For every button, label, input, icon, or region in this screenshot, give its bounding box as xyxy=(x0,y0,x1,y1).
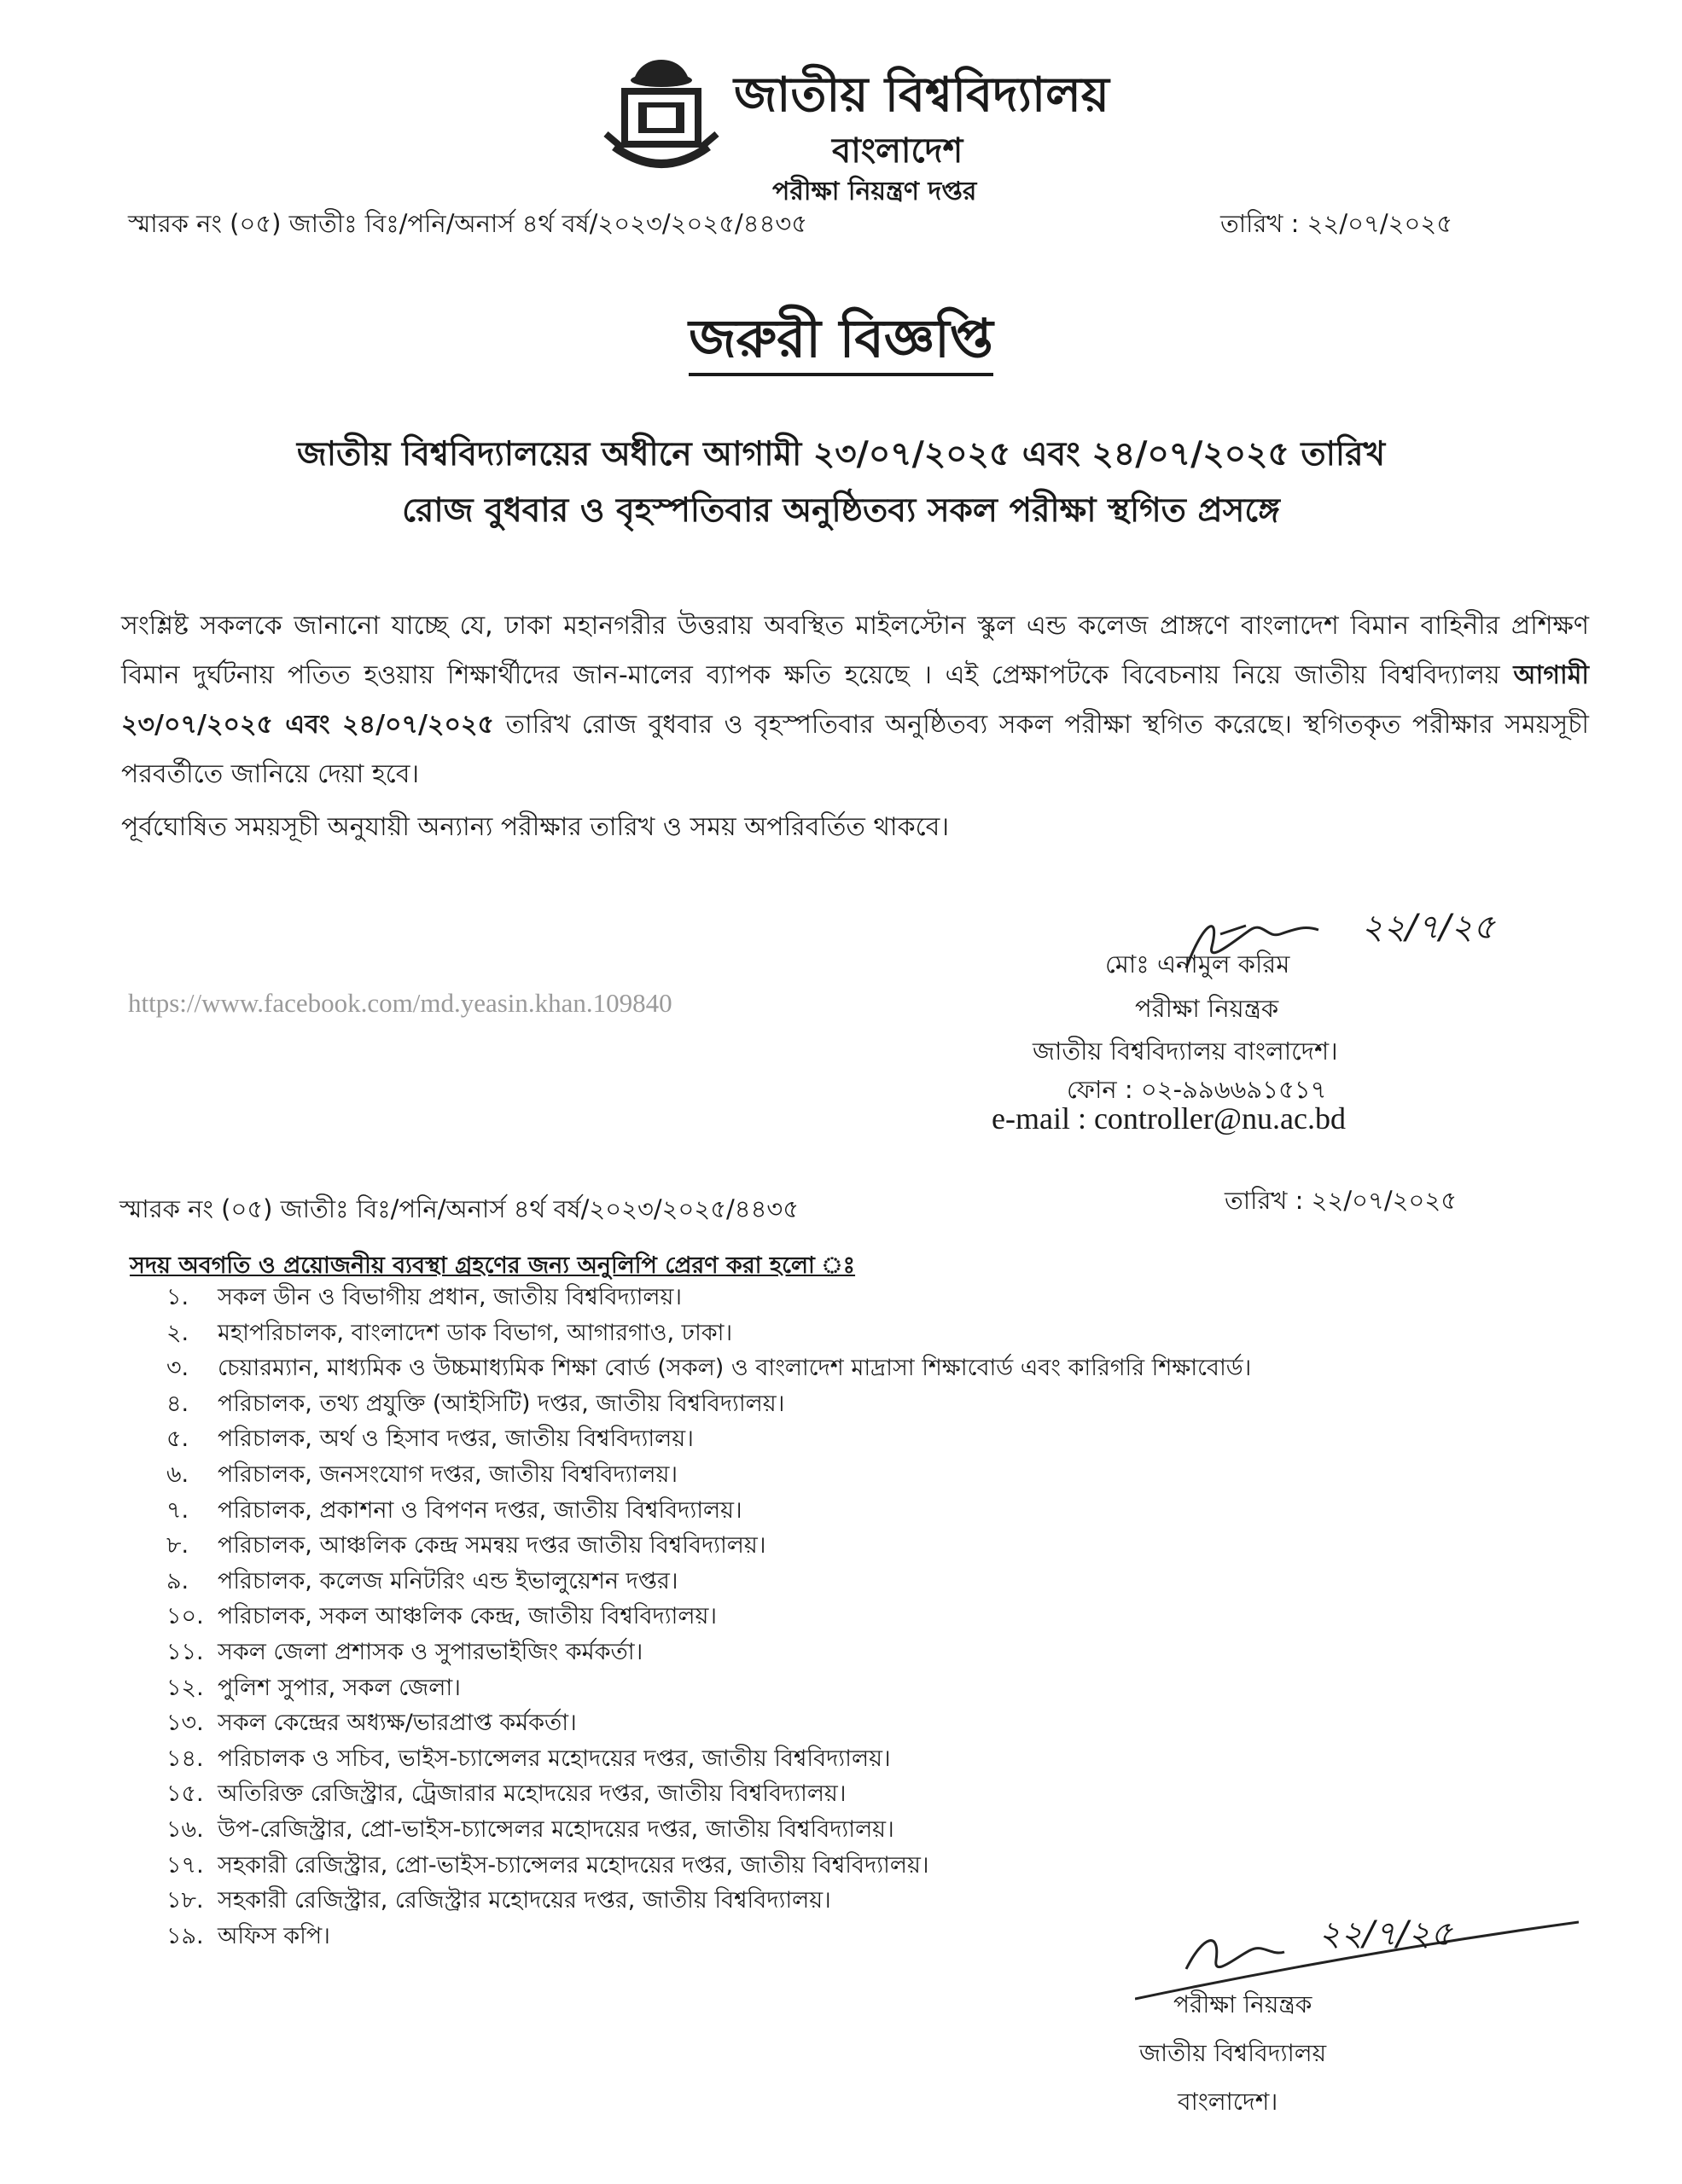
cc-item-text: পুলিশ সুপার, সকল জেলা। xyxy=(218,1674,461,1701)
cc-item-number: ৭. xyxy=(166,1496,189,1524)
cc-item-text: চেয়ারম্যান, মাধ্যমিক ও উচ্চমাধ্যমিক শিক্ষা বোর্ড (সকল) ও বাংলাদেশ মাদ্রাসা শিক্ষাবোর্ড এবং কারিগরি শিক্ষাবোর্ড। xyxy=(218,1355,1252,1382)
cc-item-number: ১৭. xyxy=(166,1851,204,1879)
cc-item-text: সহকারী রেজিস্ট্রার, প্রো-ভাইস-চ্যান্সেলর মহোদয়ের দপ্তর, জাতীয় বিশ্ববিদ্যালয়। xyxy=(218,1851,929,1879)
cc-list-item xyxy=(166,1635,1251,1670)
cc-list-item xyxy=(166,1528,1251,1564)
cc-list-item xyxy=(166,1316,1251,1351)
cc-list-item xyxy=(166,1493,1251,1529)
cc-list-item xyxy=(166,1350,1251,1386)
cc-list xyxy=(166,1280,1251,1954)
memo-number: স্মারক নং (০৫) জাতীঃ বিঃ/পনি/অনার্স ৪র্থ বর্ষ/২০২৩/২০২৫/৪৪৩৫ xyxy=(128,209,808,238)
cc-item-text: সকল ডীন ও বিভাগীয় প্রধান, জাতীয় বিশ্ববিদ্যালয়। xyxy=(218,1284,683,1310)
cc-item-text: মহাপরিচালক, বাংলাদেশ ডাক বিভাগ, আগারগাও, ঢাকা। xyxy=(218,1319,733,1346)
cc-list-item xyxy=(166,1741,1251,1777)
cc-list-item xyxy=(166,1919,1251,1955)
cc-item-text: পরিচালক, আঞ্চলিক কেন্দ্র সমন্বয় দপ্তর জাতীয় বিশ্ববিদ্যালয়। xyxy=(218,1532,766,1560)
cc-item-text: সকল কেন্দ্রের অধ্যক্ষ/ভারপ্রাপ্ত কর্মকর্তা। xyxy=(218,1710,577,1737)
cc-item-number: ৪. xyxy=(166,1390,189,1417)
cc-item-text: অফিস কপি। xyxy=(218,1922,330,1949)
signature-name: মোঃ এনামুল করিম xyxy=(1105,950,1290,979)
cc-list-item xyxy=(166,1421,1251,1457)
cc-item-text: পরিচালক, কলেজ মনিটরিং এন্ড ইভালুয়েশন দপ্তর। xyxy=(218,1567,678,1594)
cc-item-number: ১৮. xyxy=(166,1887,204,1914)
university-name: জাতীয় বিশ্ববিদ্যালয় xyxy=(734,67,1109,123)
cc-item-number: ৮. xyxy=(166,1532,189,1560)
cc-item-text: পরিচালক, প্রকাশনা ও বিপণন দপ্তর, জাতীয় বিশ্ববিদ্যালয়। xyxy=(218,1496,742,1524)
cc-list-item xyxy=(166,1812,1251,1848)
cc-heading: সদয় অবগতি ও প্রয়োজনীয় ব্যবস্থা গ্রহণের জন্য অনুলিপি প্রেরণ করা হলো ঃ xyxy=(130,1252,856,1279)
cc-list-item xyxy=(166,1564,1251,1600)
cc-item-number: ১১. xyxy=(166,1638,204,1665)
facebook-watermark-link[interactable]: https://www.facebook.com/md.yeasin.khan.109840 xyxy=(128,988,672,1018)
cc-list-item xyxy=(166,1776,1251,1812)
body-paragraph-1 xyxy=(121,601,1589,799)
cc-item-number: ৫. xyxy=(166,1426,189,1453)
memo2-number: স্মারক নং (০৫) জাতীঃ বিঃ/পনি/অনার্স ৪র্থ বর্ষ/২০২৩/২০২৫/৪৪৩৫ xyxy=(119,1194,800,1223)
footer-country: বাংলাদেশ। xyxy=(1178,2088,1278,2116)
body-text-b: তারিখ রোজ বুধবার ও বৃহস্পতিবার অনুষ্ঠিতব্য সকল পরীক্ষা স্থগিত করেছে। স্থগিতকৃত পরীক্ষার সময়সূচী পরবর্তীতে জানিয়ে দেয়া হবে। xyxy=(121,710,1589,789)
footer-handwritten-date: ২২/৭/২৫ xyxy=(1318,1914,1452,1954)
signature-email: e-mail : controller@nu.ac.bd xyxy=(992,1101,1347,1136)
country-name: বাংলাদেশ xyxy=(832,131,963,171)
cc-item-number: ১৬. xyxy=(166,1815,204,1843)
subject-line-2: রোজ বুধবার ও বৃহস্পতিবার অনুষ্ঠিতব্য সকল পরীক্ষা স্থগিত প্রসঙ্গে xyxy=(402,491,1280,530)
cc-item-text: সকল জেলা প্রশাসক ও সুপারভাইজিং কর্মকর্তা। xyxy=(218,1638,643,1665)
cc-item-text: পরিচালক ও সচিব, ভাইস-চ্যান্সেলর মহোদয়ের দপ্তর, জাতীয় বিশ্ববিদ্যালয়। xyxy=(218,1745,891,1772)
cc-item-text: পরিচালক, জনসংযোগ দপ্তর, জাতীয় বিশ্ববিদ্যালয়। xyxy=(218,1461,678,1488)
cc-list-item xyxy=(166,1705,1251,1741)
cc-item-number: ৯. xyxy=(166,1567,189,1594)
body-text-a: সংশ্লিষ্ট সকলকে জানানো যাচ্ছে যে, ঢাকা মহানগরীর উত্তরায় অবস্থিত মাইলস্টোন স্কুল এন্ড কলেজ প্রাঙ্গণে বাংলাদেশ বিমান বাহিনীর প্রশিক্ষণ বিমান দুর্ঘটনায় পতিত হওয়ায় শিক্ষার্থীদের জান-মালের ব্যাপক ক্ষতি হয়েছে । এই প্রেক্ষাপটকে বিবেচনায় নিয়ে জাতীয় বিশ্ববিদ্যালয় xyxy=(121,611,1589,690)
notice-title xyxy=(0,299,1682,386)
cc-list-item xyxy=(166,1670,1251,1706)
cc-list-item xyxy=(166,1848,1251,1884)
cc-list-item xyxy=(166,1457,1251,1493)
memo-date: তারিখ : ২২/০৭/২০২৫ xyxy=(1220,209,1453,238)
body-text-bold-dates: আগামী ২৩/০৭/২০২৫ এবং ২৪/০৭/২০২৫ xyxy=(121,660,1589,740)
signature-designation: পরীক্ষা নিয়ন্ত্রক xyxy=(1135,994,1279,1023)
cc-item-text: পরিচালক, তথ্য প্রযুক্তি (আইসিটি) দপ্তর, জাতীয় বিশ্ববিদ্যালয়। xyxy=(218,1390,785,1417)
cc-list-item xyxy=(166,1280,1251,1316)
signature-organization: জাতীয় বিশ্ববিদ্যালয় বাংলাদেশ। xyxy=(1033,1037,1338,1066)
university-seal-icon xyxy=(597,53,725,181)
cc-item-text: উপ-রেজিস্ট্রার, প্রো-ভাইস-চ্যান্সেলর মহোদয়ের দপ্তর, জাতীয় বিশ্ববিদ্যালয়। xyxy=(218,1815,894,1843)
cc-item-number: ২. xyxy=(166,1319,189,1346)
body-paragraph-2: পূর্বঘোষিত সময়সূচী অনুযায়ী অন্যান্য পরীক্ষার তারিখ ও সময় অপরিবর্তিত থাকবে। xyxy=(121,812,950,842)
cc-list-item xyxy=(166,1386,1251,1422)
cc-item-number: ১০. xyxy=(166,1603,204,1630)
cc-item-number: ১২. xyxy=(166,1674,204,1701)
signature-handwritten-date: ২২/৭/২৫ xyxy=(1361,908,1495,947)
cc-item-number: ৬. xyxy=(166,1461,189,1488)
subject-line-1: জাতীয় বিশ্ববিদ্যালয়ের অধীনে আগামী ২৩/০৭/২০২৫ এবং ২৪/০৭/২০২৫ তারিখ xyxy=(296,435,1386,473)
cc-item-number: ১৪. xyxy=(166,1745,204,1772)
cc-item-number: ১৩. xyxy=(166,1710,204,1737)
cc-list-item xyxy=(166,1599,1251,1635)
cc-item-number: ৩. xyxy=(166,1355,189,1382)
cc-item-text: পরিচালক, সকল আঞ্চলিক কেন্দ্র, জাতীয় বিশ্ববিদ্যালয়। xyxy=(218,1603,718,1630)
office-name: পরীক্ষা নিয়ন্ত্রণ দপ্তর xyxy=(772,177,977,206)
cc-item-number: ১. xyxy=(166,1284,189,1310)
footer-designation: পরীক্ষা নিয়ন্ত্রক xyxy=(1173,1990,1312,2018)
memo2-date: তারিখ : ২২/০৭/২০২৫ xyxy=(1225,1186,1458,1215)
signature-phone: ফোন : ০২-৯৯৬৬৯১৫১৭ xyxy=(1067,1075,1327,1104)
cc-item-text: অতিরিক্ত রেজিস্ট্রার, ট্রেজারার মহোদয়ের দপ্তর, জাতীয় বিশ্ববিদ্যালয়। xyxy=(218,1780,847,1808)
notice-title-text: জরুরী বিজ্ঞপ্তি xyxy=(689,307,993,376)
cc-item-number: ১৫. xyxy=(166,1780,204,1808)
cc-item-number: ১৯. xyxy=(166,1922,204,1949)
cc-item-text: পরিচালক, অর্থ ও হিসাব দপ্তর, জাতীয় বিশ্ববিদ্যালয়। xyxy=(218,1426,694,1453)
cc-item-text: সহকারী রেজিস্ট্রার, রেজিস্ট্রার মহোদয়ের দপ্তর, জাতীয় বিশ্ববিদ্যালয়। xyxy=(218,1887,831,1914)
cc-list-item xyxy=(166,1883,1251,1919)
footer-organization: জাতীয় বিশ্ববিদ্যালয় xyxy=(1139,2039,1327,2067)
